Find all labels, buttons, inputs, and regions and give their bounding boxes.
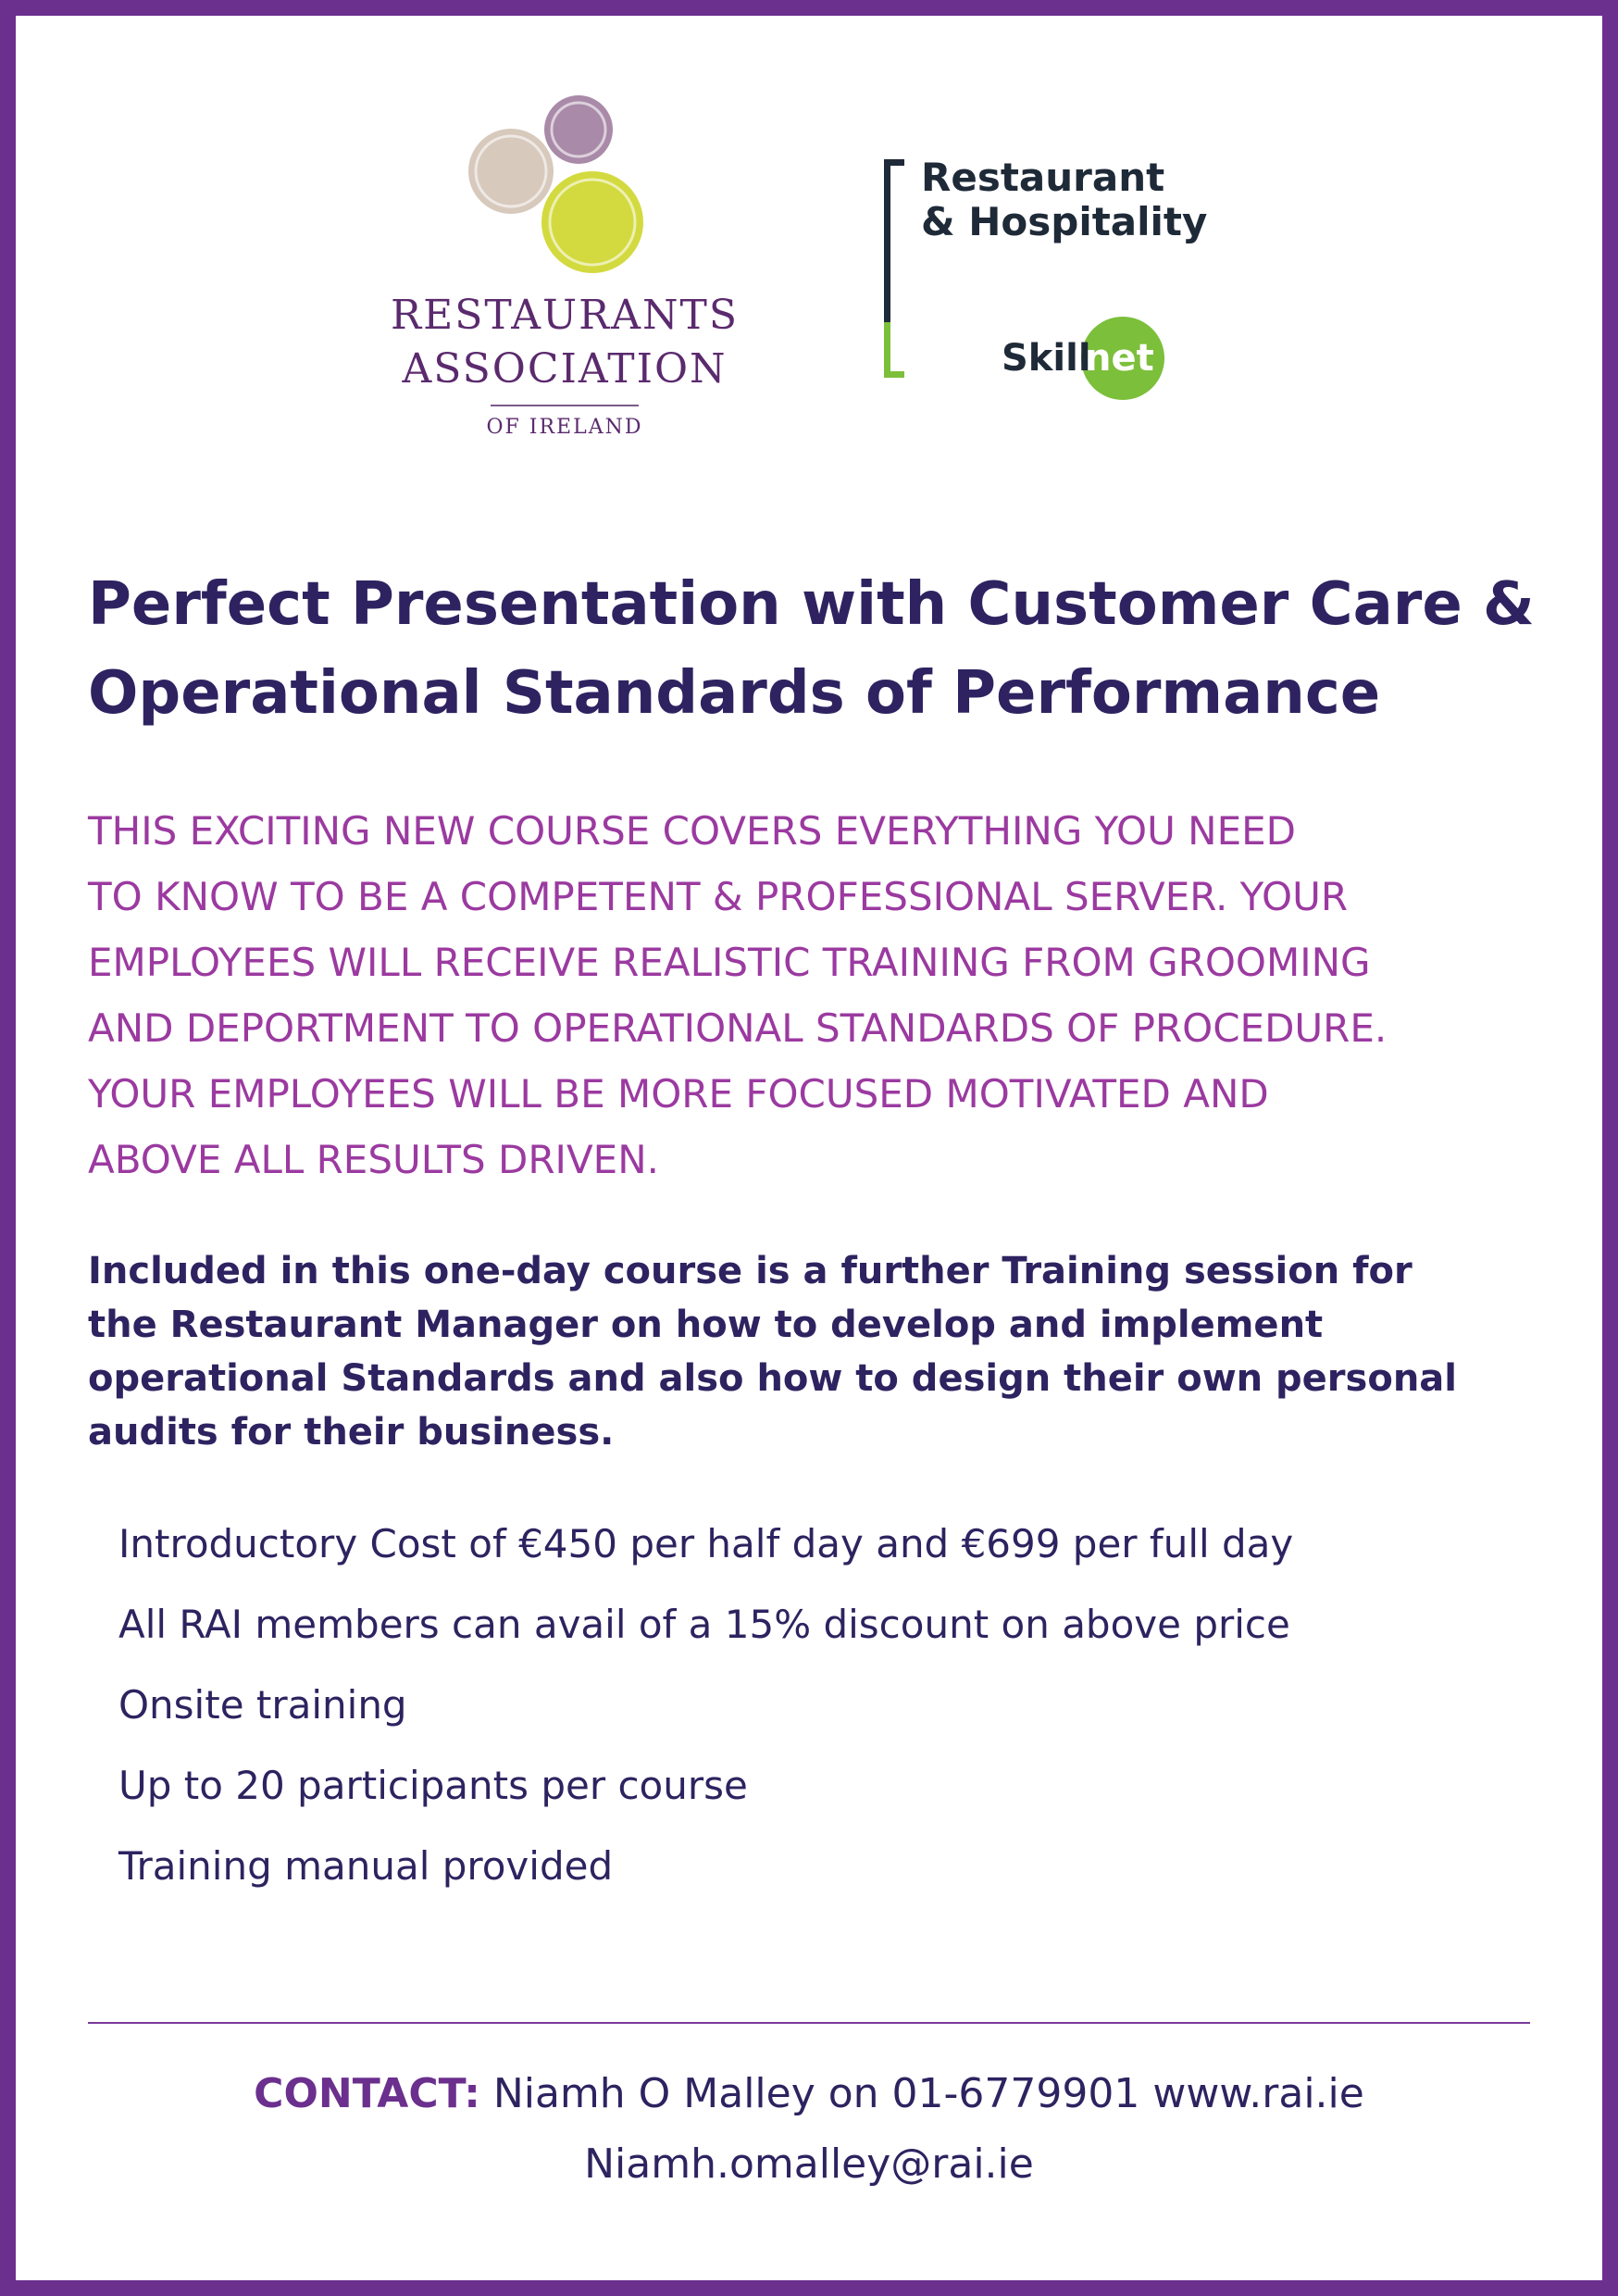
feature-list [118,1512,1293,1915]
bracket-green [884,322,890,378]
course-details-paragraph: Included in this one-day course is a further Training session for the Restaurant Manager on how to develop and implement operational Standards and also how to design their own personal audits for their business. [88,1250,1458,1454]
contact-label: CONTACT: [254,2070,480,2117]
skillnet-title-line1: Restaurant [921,155,1165,200]
skillnet-net-word: net [1085,337,1154,380]
rai-logo [380,88,750,449]
list-item: Onsite training [118,1682,407,1728]
page-title-line1: Perfect Presentation with Customer Care & [88,570,1535,639]
page-title-line2: Operational Standards of Performance [88,659,1381,728]
divider [88,2022,1530,2024]
list-item: Up to 20 participants per course [118,1763,748,1808]
list-item: Introductory Cost of €450 per half day and €699 per full day [118,1521,1294,1566]
bracket-top [884,159,904,166]
rai-circles-icon [454,88,685,282]
rai-name-line2: ASSOCIATION [402,345,728,393]
rai-name-line1: RESTAURANTS [390,292,740,339]
skillnet-skill-word: Skill [1002,337,1091,380]
bracket-bottom [884,371,904,378]
skillnet-title [921,156,1207,244]
list-item: All RAI members can avail of a 15% discount on above price [118,1602,1290,1647]
contact-line [0,2070,1618,2117]
contact-details: Niamh O Malley on 01-6779901 www.rai.ie [479,2070,1364,2117]
rai-name-line3: OF IRELAND [486,416,643,439]
contact-email: Niamh.omalley@rai.ie [584,2140,1034,2188]
list-item: Training manual provided [118,1843,614,1889]
rai-rule [491,405,639,406]
intro-paragraph: THIS EXCITING NEW COURSE COVERS EVERYTHING YOU NEED TO KNOW TO BE A COMPETENT & PROFESSIONAL SERVER. YOUR EMPLOYEES WILL RECEIVE REALISTIC TRAINING FROM GROOMING AND DEPORTMENT TO OPERATIONAL STANDARDS OF PROCEDURE. YOUR EMPLOYEES WILL BE MORE FOCUSED MOTIVATED AND ABOVE ALL RESULTS DRIVEN. [88,808,1388,1182]
skillnet-title-line2: & Hospitality [921,199,1208,244]
page-title [88,560,1550,738]
skillnet-logo [879,155,1208,406]
